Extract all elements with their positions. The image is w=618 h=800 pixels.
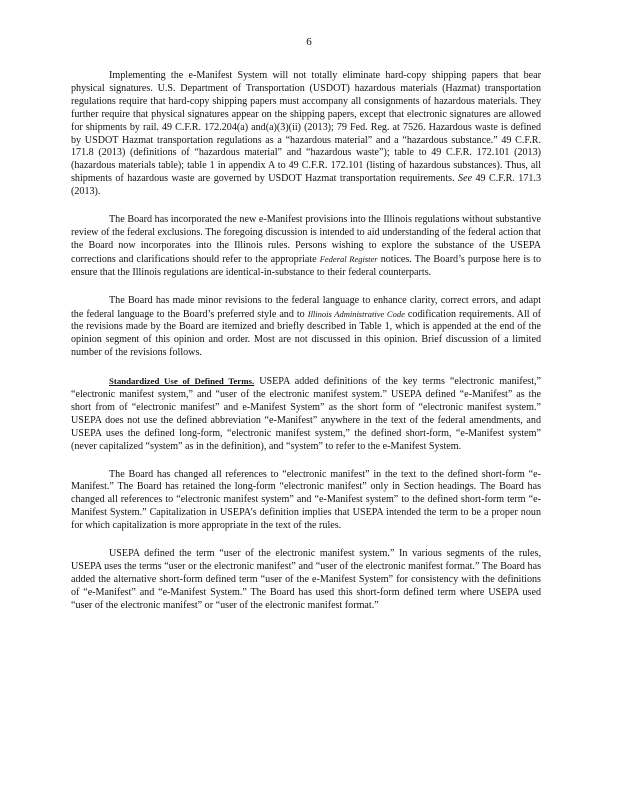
paragraph-defined-terms bbox=[71, 375, 541, 453]
paragraph-board-changed-references bbox=[71, 469, 541, 534]
paragraph-text: The Board has made minor revisions to the federal language to enhance clarity, correct errors, and adapt the federal language to the Board’s preferred style and to bbox=[71, 294, 541, 320]
paragraph-shipping-papers bbox=[71, 70, 541, 199]
page-number: 6 bbox=[306, 36, 312, 48]
paragraph-user-of-system bbox=[71, 548, 541, 613]
paragraph-text: The Board has incorporated the new e-Manifest provisions into the Illinois regulations without substantive review of the federal exclusions. The foregoing discussion is intended to aid understanding of the federal action that the Board now incorporates into the Illinois rules. Persons wishing to explore the substance of the USEPA corrections and clarifications should refer to the appropriate bbox=[71, 214, 541, 265]
paragraph-minor-revisions bbox=[71, 295, 541, 361]
paragraph-text: USEPA defined the term “user of the electronic manifest system.” In various segments of the rules, USEPA uses the terms “user or the electronic manifest” and “user of the electronic manifest format.” The Board has added the alternative short-form defined term “user of the e-Manifest System” for consistency with the definitions of “e-Manifest” and “e-Manifest System.” The Board has used this short-form defined term where USEPA used “user of the electronic manifest” or “user of the electronic manifest format.” bbox=[71, 548, 541, 611]
section-heading: Standardized Use of Defined Terms. bbox=[109, 376, 255, 387]
paragraph-text: USEPA added definitions of the key terms “electronic manifest,” “electronic manifest system,” and “user of the electronic manifest system.” USEPA defined “e-Manifest” as the short from of “electronic manifest” and e-Manifest System” as the short form of “electronic manifest system.” USEPA does not use the defined abbreviation “e-Manifest” anywhere in the text of the federal amendments, and USEPA uses the defined long-form, “electronic manifest system,” the defined short-form, “e-Manifest system” (never capitalized “system” as in the definition), and “system” to refer to the e-Manifest System. bbox=[71, 376, 542, 452]
paragraph-text: Implementing the e-Manifest System will not totally eliminate hard-copy shipping papers that bear physical signatures. U.S. Department of Transportation (USDOT) hazardous materials (Hazmat) transportation regulations require that hard-copy shipping papers must accompany all consignments of hazardous materials. They further require that physical signatures appear on the shipping papers, except that electronic signatures are allowed for shipments by rail. 49 C.F.R. 172.204(a) and(a)(3)(ii) (2013); 79 Fed. Reg. at 7526. Hazardous waste is defined by USDOT Hazmat transportation regulations as a “hazardous material” and a “hazardous substance.” 49 C.F.R. 171.8 (2013) (definitions of “hazardous material” and “hazardous waste”); table to 49 C.F.R. 172.101 (2013) (hazardous materials table); table 1 in appendix A to 49 C.F.R. 172.101 (listing of hazardous substances). Thus, all shipments of hazardous waste are governed by USDOT Hazmat transportation requirements. bbox=[71, 70, 541, 185]
paragraph-text: The Board has changed all references to “electronic manifest” in the text to the defined short-form “e-Manifest.” The Board has retained the long-form “electronic manifest” only in Section headings. The Board has changed all references to “electronic manifest system” and “e-Manifest system” to the defined short-form term “e-Manifest System.” Capitalization in USEPA’s definition implies that USEPA intended the term to be a proper noun for which capitalization is more appropriate in the text of the rules. bbox=[71, 468, 541, 532]
paragraph-board-incorporated bbox=[71, 214, 541, 280]
citation: 49 C.F.R. 171.3 (2013). bbox=[71, 173, 541, 198]
see-signal: See bbox=[458, 173, 473, 185]
illinois-administrative-code-title: Illinois Administrative Code bbox=[307, 308, 405, 319]
paragraph-text: notices. The Board’s purpose here is to ensure that the Illinois regulations are identical-in-substance to their federal counterparts. bbox=[71, 253, 541, 278]
federal-register-title: Federal Register bbox=[319, 253, 378, 264]
document-body bbox=[71, 70, 541, 628]
paragraph-text: codification requirements. All of the revisions made by the Board are itemized and briefly described in Table 1, which is appended at the end of the opinion segment of this opinion and order. Most are not discussed in this opinion. Brief discussion of a limited number of the revisions follows. bbox=[71, 308, 541, 359]
